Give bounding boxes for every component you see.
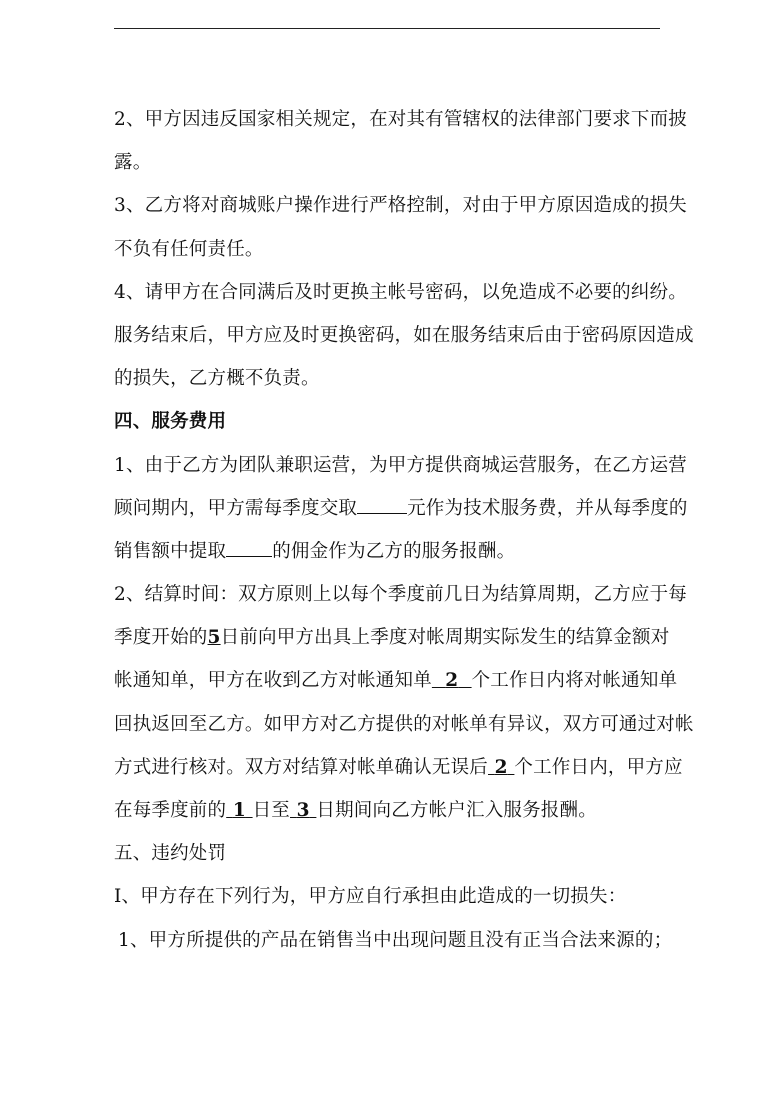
clause-line: 服务结束后，甲方应及时更换密码，如在服务结束后由于密码原因造成 <box>114 324 694 346</box>
clause-line: I、甲方存在下列行为，甲方应自行承担由此造成的一切损失： <box>114 886 627 908</box>
section-heading-breach: 五、违约处罚 <box>114 843 227 865</box>
clause-line: 4、请甲方在合同满后及时更换主帐号密码，以免造成不必要的纠纷。 <box>114 281 687 303</box>
clause-line <box>114 659 678 702</box>
clause-line: 露。 <box>114 152 152 174</box>
clause-line <box>114 746 683 789</box>
section-heading-service-fee: 四、服务费用 <box>114 411 227 433</box>
clause-line <box>114 616 674 659</box>
filled-number <box>226 800 252 821</box>
text-span: 日期间向乙方帐户汇入服务报酬。 <box>316 800 597 821</box>
clause-line: 不负有任何责任。 <box>114 238 264 260</box>
clause-line <box>114 530 674 573</box>
fee-amount-blank <box>357 491 407 514</box>
header-rule <box>114 28 660 29</box>
filled-number-value: 1 <box>232 800 246 821</box>
text-span: 日前向甲方出具上季度对帐周期实际发生的结算金额对 <box>220 627 670 649</box>
document-body <box>114 98 694 962</box>
clause-line: 1、由于乙方为团队兼职运营，为甲方提供商城运营服务，在乙方运营 <box>114 454 687 476</box>
clause-line: 2、甲方因违反国家相关规定，在对其有管辖权的法律部门要求下而披 <box>114 109 687 130</box>
clause-line: 回执返回至乙方。如甲方对乙方提供的对帐单有异议，双方可通过对帐 <box>114 713 694 735</box>
filled-number <box>290 800 316 821</box>
text-span: 日至 <box>252 800 290 821</box>
text-span: 季度开始的 <box>114 627 208 649</box>
filled-number-value: 2 <box>494 756 508 778</box>
clause-line: 的损失，乙方概不负责。 <box>114 368 320 390</box>
clause-line <box>114 487 688 530</box>
commission-blank <box>226 534 272 557</box>
clause-line: 3、乙方将对商城账户操作进行严格控制，对由于甲方原因造成的损失 <box>114 195 687 217</box>
text-span: 个工作日内将对帐通知单 <box>471 670 678 692</box>
filled-number-value: 2 <box>445 670 459 692</box>
text-span: 在每季度前的 <box>114 800 227 821</box>
text-span: 方式进行核对。双方对结算对帐单确认无误后 <box>114 756 489 778</box>
filled-number <box>488 757 514 778</box>
clause-line <box>114 789 674 832</box>
filled-number: 5 <box>207 627 221 649</box>
text-span: 顾问期内，甲方需每季度交取 <box>114 497 358 519</box>
filled-number <box>432 670 472 691</box>
text-span: 的佣金作为乙方的服务报酬。 <box>272 540 516 562</box>
text-span: 帐通知单，甲方在收到乙方对帐通知单 <box>114 670 432 692</box>
clause-line: 2、结算时间：双方原则上以每个季度前几日为结算周期，乙方应于每 <box>114 584 687 606</box>
filled-number-value: 3 <box>296 800 310 821</box>
text-span: 元作为技术服务费，并从每季度的 <box>407 497 688 519</box>
text-span: 销售额中提取 <box>114 540 227 562</box>
clause-line: 1、甲方所提供的产品在销售当中出现问题且没有正当合法来源的； <box>118 929 673 951</box>
text-span: 个工作日内，甲方应 <box>514 756 683 778</box>
